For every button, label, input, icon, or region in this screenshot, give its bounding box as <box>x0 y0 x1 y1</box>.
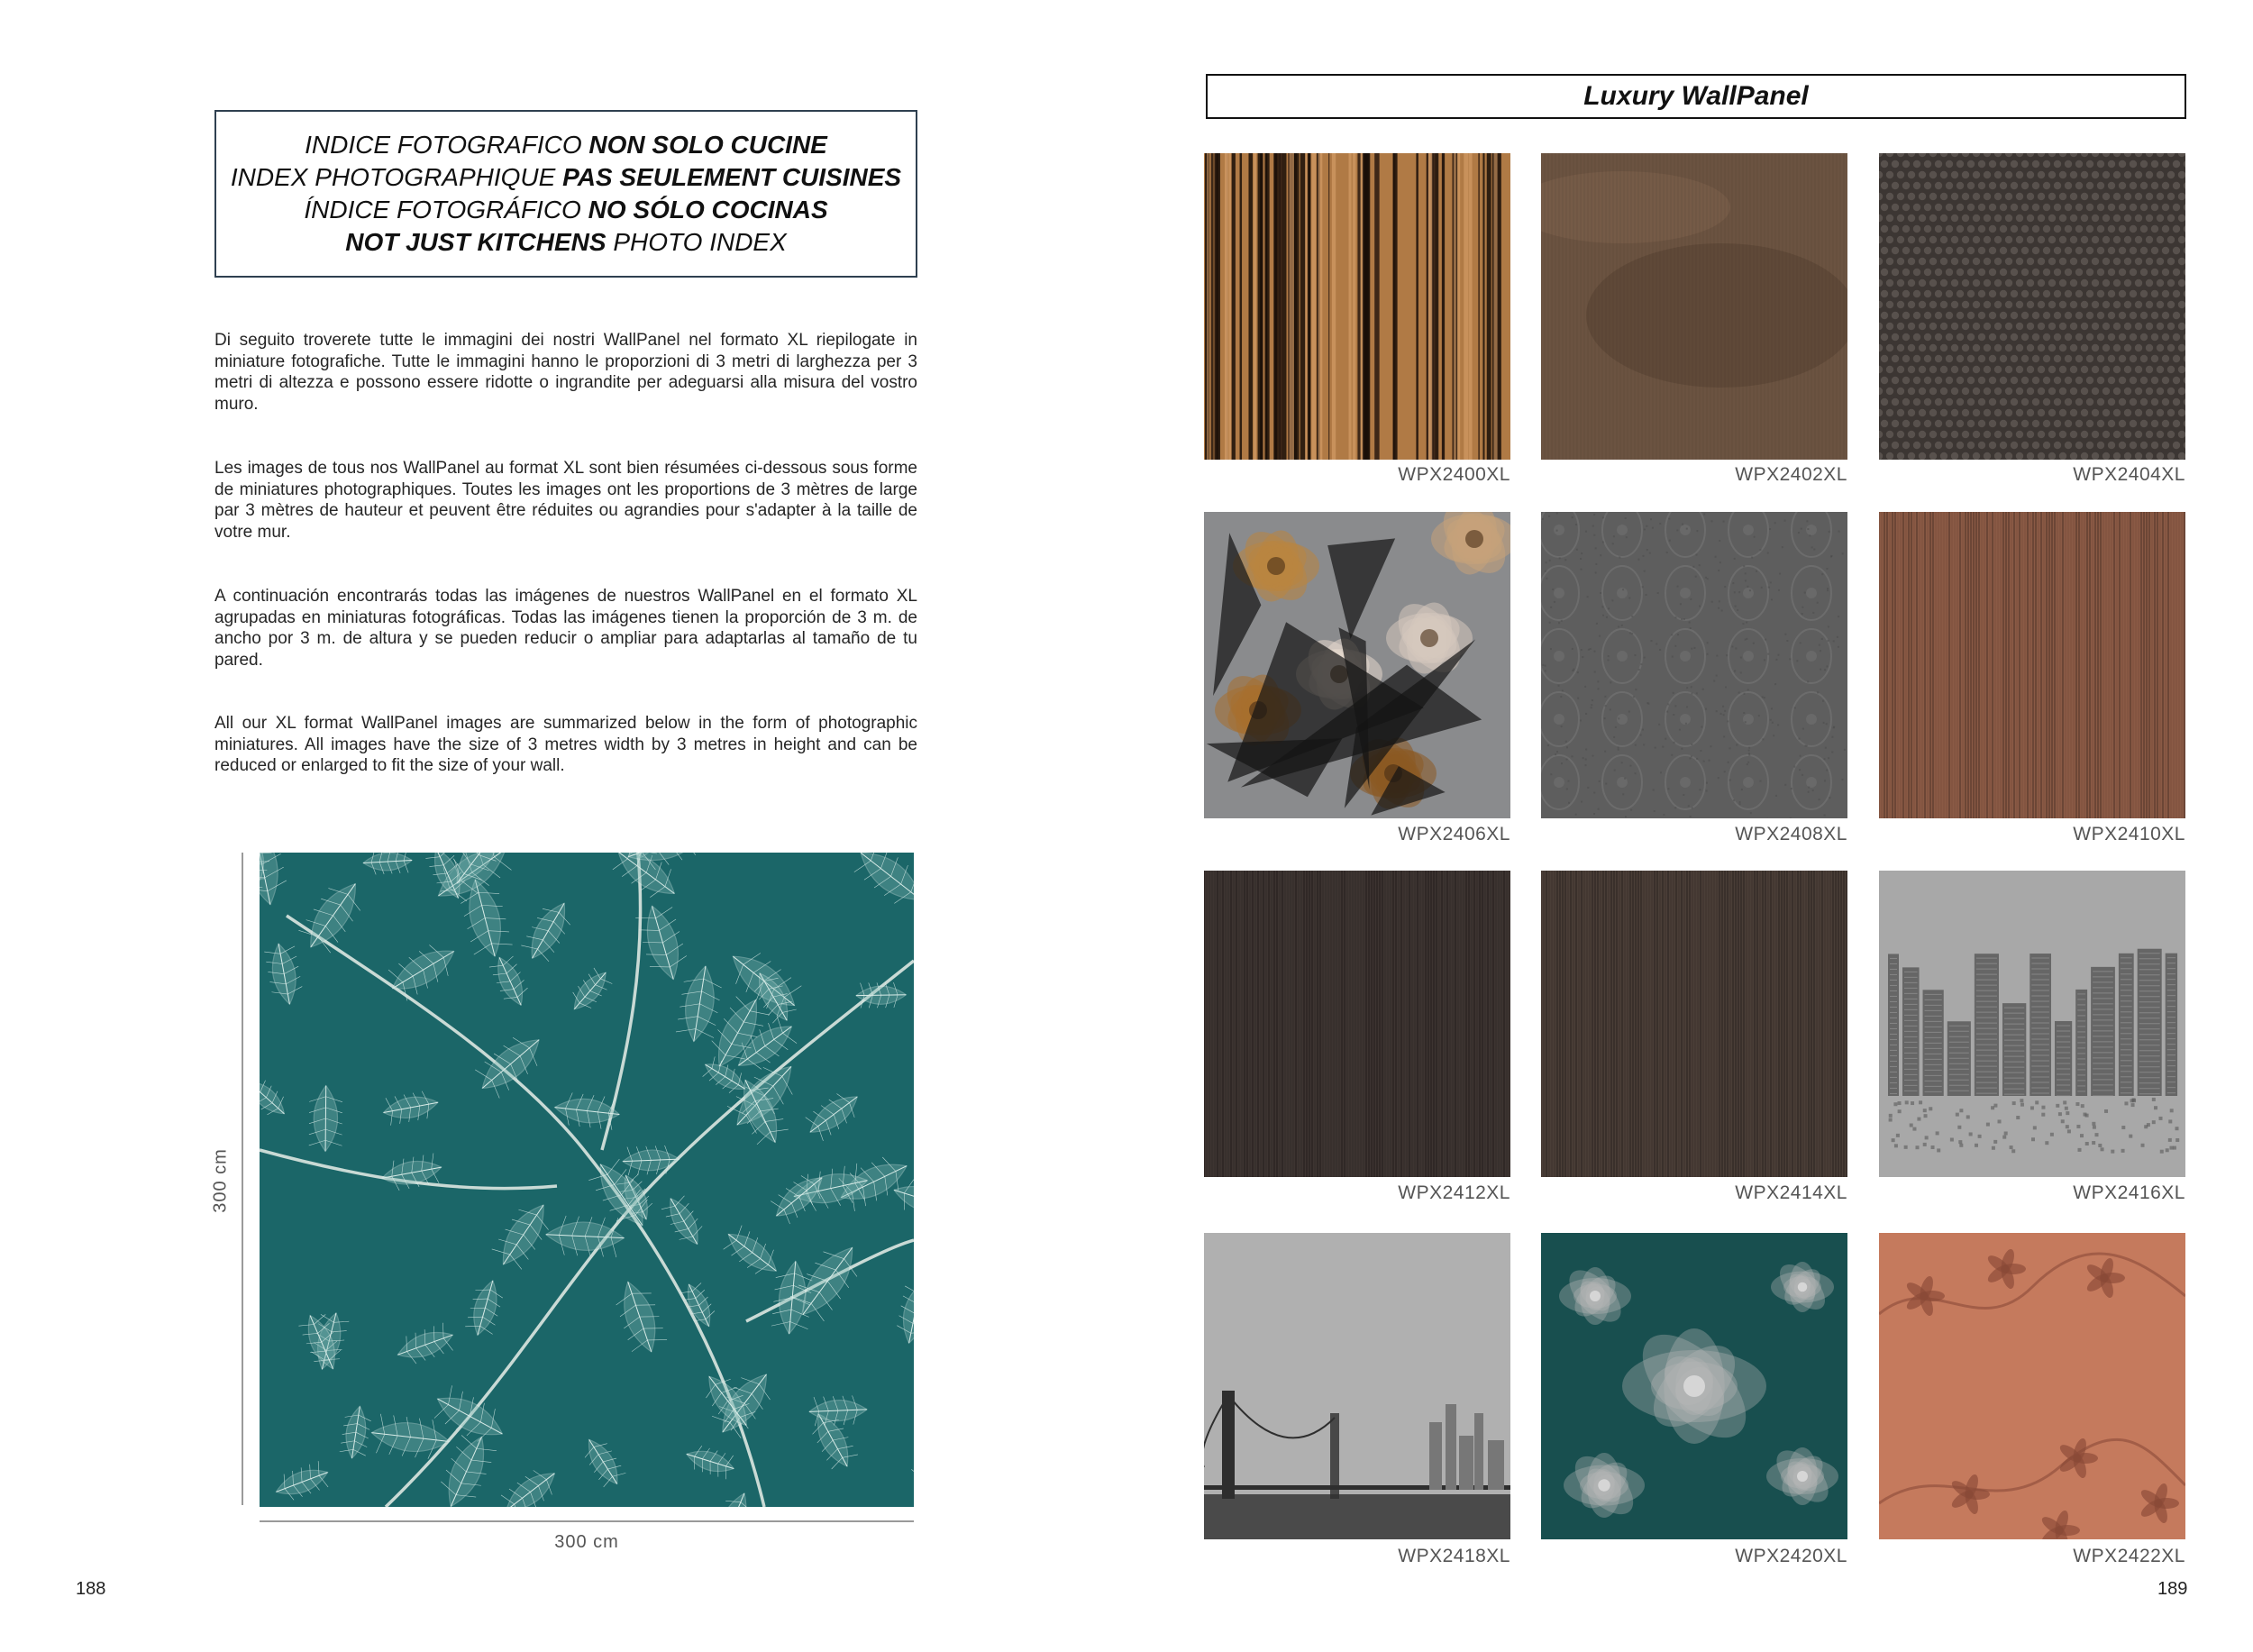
wallpanel-thumbnail-birch-forest[interactable] <box>1204 153 1510 460</box>
wallpanel-code-label: WPX2416XL <box>2073 1182 2185 1203</box>
index-title-italian <box>305 129 827 161</box>
index-title-italian-bold: NON SOLO CUCINE <box>588 131 827 159</box>
height-dimension-line <box>242 853 243 1505</box>
wallpanel-code-label: WPX2406XL <box>1398 824 1510 844</box>
wallpanel-code-label: WPX2412XL <box>1398 1182 1510 1203</box>
wallpanel-code-label: WPX2414XL <box>1735 1182 1847 1203</box>
index-title-spanish-plain: ÍNDICE FOTOGRÁFICO <box>304 196 588 224</box>
index-title-french-bold: PAS SEULEMENT CUISINES <box>562 163 902 191</box>
wallpanel-thumbnail-peony-floral[interactable] <box>1204 512 1510 818</box>
height-dimension-label: 300 cm <box>210 1148 231 1213</box>
wallpanel-thumbnail-hex-mesh[interactable] <box>1879 153 2185 460</box>
index-title-spanish-bold: NO SÓLO COCINAS <box>588 196 828 224</box>
wallpanel-thumbnail-copper-stripes[interactable] <box>1879 512 2185 818</box>
description-italian: Di seguito troverete tutte le immagini dei nostri WallPanel nel formato XL riepilogate in miniature fotografiche. Tutte le immagini hanno le proporzioni di 3 metri di larghezza per 3 metri di altezza e possono essere ridotte o ingrandite per adeguarsi alla misura del vostro muro. <box>214 331 917 414</box>
wallpanel-code-label: WPX2402XL <box>1735 464 1847 485</box>
page-number-right: 189 <box>2157 1579 2188 1599</box>
photo-index-title-box <box>214 110 917 278</box>
width-dimension-label: 300 cm <box>554 1532 619 1552</box>
wallpanel-thumbnail-grey-damask[interactable] <box>1541 512 1847 818</box>
index-title-english-bold: NOT JUST KITCHENS <box>345 228 607 256</box>
right-page <box>1126 0 2253 1652</box>
wallpanel-code-label: WPX2410XL <box>2073 824 2185 844</box>
index-title-english-suffix: PHOTO INDEX <box>606 228 787 256</box>
wallpanel-thumbnail-bridge-city[interactable] <box>1204 1233 1510 1539</box>
left-page <box>0 0 1126 1652</box>
wallpanel-code-label: WPX2404XL <box>2073 464 2185 485</box>
wallpanel-code-label: WPX2422XL <box>2073 1546 2185 1566</box>
index-title-french <box>231 161 901 194</box>
index-title-french-plain: INDEX PHOTOGRAPHIQUE <box>230 163 563 191</box>
wallpanel-code-label: WPX2408XL <box>1735 824 1847 844</box>
wallpanel-thumbnail-dark-stripes-2[interactable] <box>1541 871 1847 1177</box>
wallpanel-code-label: WPX2400XL <box>1398 464 1510 485</box>
description-spanish: A continuación encontrarás todas las imágenes de nuestros WallPanel en el formato XL agrupadas en miniaturas fotográficas. Todas las imágenes tienen la proporción de 3 m. de ancho por 3 m. de altura y se pueden reducir o ampliar para adaptarlas al tamaño de tu pared. <box>214 587 917 670</box>
wallpanel-code-label: WPX2420XL <box>1735 1546 1847 1566</box>
index-title-english <box>345 226 787 259</box>
wallpanel-thumbnail-dark-stripes[interactable] <box>1204 871 1510 1177</box>
wallpanel-code-label: WPX2418XL <box>1398 1546 1510 1566</box>
collection-title: Luxury WallPanel <box>1583 81 1809 111</box>
index-title-spanish <box>304 194 827 226</box>
description-french: Les images de tous nos WallPanel au format XL sont bien résumées ci-dessous sous forme de miniatures photographiques. Toutes les images ont les proportions de 3 mètres de large par 3 mètres de hauteur et peuvent être réduites ou agrandies pour s'adapter à la taille de votre mur. <box>214 459 917 542</box>
featured-leaf-wallpanel-image <box>260 853 914 1507</box>
page-number-left: 188 <box>76 1579 106 1599</box>
wallpanel-thumbnail-city-skyline[interactable] <box>1879 871 2185 1177</box>
wallpanel-thumbnail-coral-floral[interactable] <box>1879 1233 2185 1539</box>
wallpanel-thumbnail-brown-texture[interactable] <box>1541 153 1847 460</box>
index-title-italian-plain: INDICE FOTOGRAFICO <box>305 131 589 159</box>
description-english: All our XL format WallPanel images are summarized below in the form of photographic miniatures. All images have the size of 3 metres width by 3 metres in height and can be reduced or enlarged to fit the size of your wall. <box>214 714 917 775</box>
width-dimension-line <box>260 1520 914 1522</box>
wallpanel-thumbnail-teal-floral[interactable] <box>1541 1233 1847 1539</box>
collection-title-box <box>1206 74 2186 119</box>
